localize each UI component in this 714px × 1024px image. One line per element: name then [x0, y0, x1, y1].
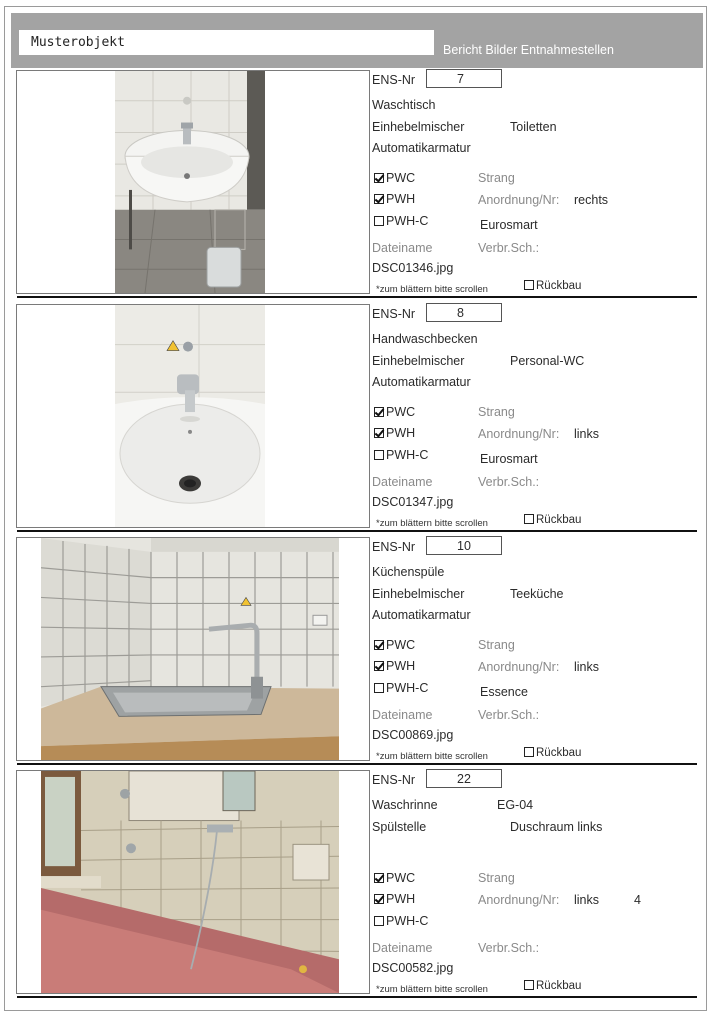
pwh-label: PWH	[386, 192, 416, 206]
pwc-checkbox[interactable]	[374, 638, 415, 652]
entry-divider	[17, 296, 697, 298]
ens-nr-field[interactable]: 7	[426, 69, 502, 88]
rueckbau-label: Rückbau	[536, 980, 582, 992]
photo-wash-trough	[41, 771, 339, 993]
rueckbau-label: Rückbau	[536, 747, 582, 759]
photo-frame	[16, 770, 370, 994]
info-panel	[372, 301, 703, 529]
rueckbau-checkbox[interactable]	[524, 747, 581, 759]
fixture-type: Handwaschbecken	[372, 332, 478, 346]
scroll-hint: *zum blättern bitte scrollen	[376, 751, 488, 762]
strang-label: Strang	[478, 871, 515, 885]
pwc-checkbox[interactable]	[374, 171, 415, 185]
fitting-detail: Automatikarmatur	[372, 375, 471, 389]
filename: DSC00582.jpg	[372, 961, 454, 975]
dateiname-label: Dateiname	[372, 941, 433, 955]
product-name: Essence	[480, 685, 528, 699]
pwhc-checkbox[interactable]	[374, 681, 428, 695]
rueckbau-label: Rückbau	[536, 514, 582, 526]
pwhc-label: PWH-C	[386, 914, 429, 928]
location: Toiletten	[510, 120, 557, 134]
pwh-checkbox[interactable]	[374, 892, 415, 906]
info-panel	[372, 767, 703, 995]
checkbox-unchecked-icon[interactable]	[374, 683, 384, 693]
entry-divider	[17, 530, 697, 532]
checkbox-checked-icon[interactable]	[374, 173, 384, 183]
pwhc-checkbox[interactable]	[374, 914, 428, 928]
dateiname-label: Dateiname	[372, 475, 433, 489]
strang-label: Strang	[478, 171, 515, 185]
photo-frame	[16, 70, 370, 294]
pwc-label: PWC	[386, 638, 416, 652]
checkbox-unchecked-icon[interactable]	[524, 514, 534, 524]
ens-nr-label: ENS-Nr	[372, 540, 416, 554]
rueckbau-checkbox[interactable]	[524, 514, 581, 526]
pwh-label: PWH	[386, 426, 416, 440]
checkbox-unchecked-icon[interactable]	[524, 280, 534, 290]
photo-handbasin	[115, 305, 265, 527]
pwc-label: PWC	[386, 405, 416, 419]
strang-label: Strang	[478, 405, 515, 419]
fitting-detail: Automatikarmatur	[372, 141, 471, 155]
pwc-checkbox[interactable]	[374, 405, 415, 419]
entry-divider	[17, 763, 697, 765]
fixture-type: Küchenspüle	[372, 565, 445, 579]
entry-ens-8	[11, 301, 703, 529]
pwhc-label: PWH-C	[386, 448, 429, 462]
info-panel	[372, 534, 703, 762]
rueckbau-label: Rückbau	[536, 280, 582, 292]
checkbox-checked-icon[interactable]	[374, 194, 384, 204]
pwhc-label: PWH-C	[386, 681, 429, 695]
entry-ens-22	[11, 767, 703, 995]
checkbox-checked-icon[interactable]	[374, 661, 384, 671]
anordnung-label: Anordnung/Nr:	[478, 660, 560, 674]
pwh-label: PWH	[386, 659, 416, 673]
scroll-hint: *zum blättern bitte scrollen	[376, 984, 488, 995]
entry-ens-10	[11, 534, 703, 762]
room-number: EG-04	[497, 798, 534, 812]
pwhc-label: PWH-C	[386, 214, 429, 228]
ens-nr-field[interactable]: 8	[426, 303, 502, 322]
checkbox-unchecked-icon[interactable]	[374, 450, 384, 460]
checkbox-unchecked-icon[interactable]	[524, 747, 534, 757]
photo-kitchen-sink	[41, 538, 339, 760]
info-panel	[372, 67, 703, 295]
dateiname-label: Dateiname	[372, 241, 433, 255]
checkbox-unchecked-icon[interactable]	[374, 916, 384, 926]
photo-sink-toilets	[115, 71, 265, 293]
object-name-field[interactable]: Musterobjekt	[19, 30, 434, 55]
dateiname-label: Dateiname	[372, 708, 433, 722]
entry-ens-7	[11, 67, 703, 295]
scroll-hint: *zum blättern bitte scrollen	[376, 284, 488, 295]
verbr-label: Verbr.Sch.:	[478, 941, 540, 955]
anordnung-value: links	[574, 427, 600, 441]
checkbox-checked-icon[interactable]	[374, 428, 384, 438]
pwc-checkbox[interactable]	[374, 871, 415, 885]
checkbox-checked-icon[interactable]	[374, 640, 384, 650]
pwh-label: PWH	[386, 892, 416, 906]
pwc-label: PWC	[386, 171, 416, 185]
fitting-type: Einhebelmischer	[372, 587, 465, 601]
rueckbau-checkbox[interactable]	[524, 280, 581, 292]
ens-nr-field[interactable]: 22	[426, 769, 502, 788]
filename: DSC01347.jpg	[372, 495, 454, 509]
product-name: Eurosmart	[480, 218, 538, 232]
product-name: Eurosmart	[480, 452, 538, 466]
scroll-hint: *zum blättern bitte scrollen	[376, 518, 488, 529]
anordnung-value: rechts	[574, 193, 609, 207]
verbr-label: Verbr.Sch.:	[478, 708, 540, 722]
location: Personal-WC	[510, 354, 585, 368]
report-title: Bericht Bilder Entnahmestellen	[443, 43, 614, 57]
pwh-checkbox[interactable]	[374, 426, 415, 440]
checkbox-checked-icon[interactable]	[374, 894, 384, 904]
photo-frame	[16, 537, 370, 761]
ens-nr-label: ENS-Nr	[372, 307, 416, 321]
rueckbau-checkbox[interactable]	[524, 980, 581, 992]
ens-nr-label: ENS-Nr	[372, 773, 416, 787]
pwh-checkbox[interactable]	[374, 659, 415, 673]
anordnung-number: 4	[634, 893, 641, 907]
verbr-label: Verbr.Sch.:	[478, 241, 540, 255]
pwh-checkbox[interactable]	[374, 192, 415, 206]
checkbox-unchecked-icon[interactable]	[524, 980, 534, 990]
checkbox-checked-icon[interactable]	[374, 407, 384, 417]
anordnung-value: links	[574, 893, 600, 907]
location: Teeküche	[510, 587, 564, 601]
anordnung-label: Anordnung/Nr:	[478, 427, 560, 441]
verbr-label: Verbr.Sch.:	[478, 475, 540, 489]
pwhc-checkbox[interactable]	[374, 214, 428, 228]
strang-label: Strang	[478, 638, 515, 652]
ens-nr-label: ENS-Nr	[372, 73, 416, 87]
fitting-type: Einhebelmischer	[372, 120, 465, 134]
anordnung-label: Anordnung/Nr:	[478, 893, 560, 907]
fitting-type: Einhebelmischer	[372, 354, 465, 368]
anordnung-value: links	[574, 660, 600, 674]
entry-divider	[17, 996, 697, 998]
pwc-label: PWC	[386, 871, 416, 885]
fixture-type: Waschrinne	[372, 798, 438, 812]
fitting-detail: Automatikarmatur	[372, 608, 471, 622]
pwhc-checkbox[interactable]	[374, 448, 428, 462]
filename: DSC01346.jpg	[372, 261, 454, 275]
location: Duschraum links	[510, 820, 603, 834]
photo-frame	[16, 304, 370, 528]
checkbox-unchecked-icon[interactable]	[374, 216, 384, 226]
fixture-type: Waschtisch	[372, 98, 436, 112]
anordnung-label: Anordnung/Nr:	[478, 193, 560, 207]
checkbox-checked-icon[interactable]	[374, 873, 384, 883]
fitting-type: Spülstelle	[372, 820, 427, 834]
ens-nr-field[interactable]: 10	[426, 536, 502, 555]
filename: DSC00869.jpg	[372, 728, 454, 742]
